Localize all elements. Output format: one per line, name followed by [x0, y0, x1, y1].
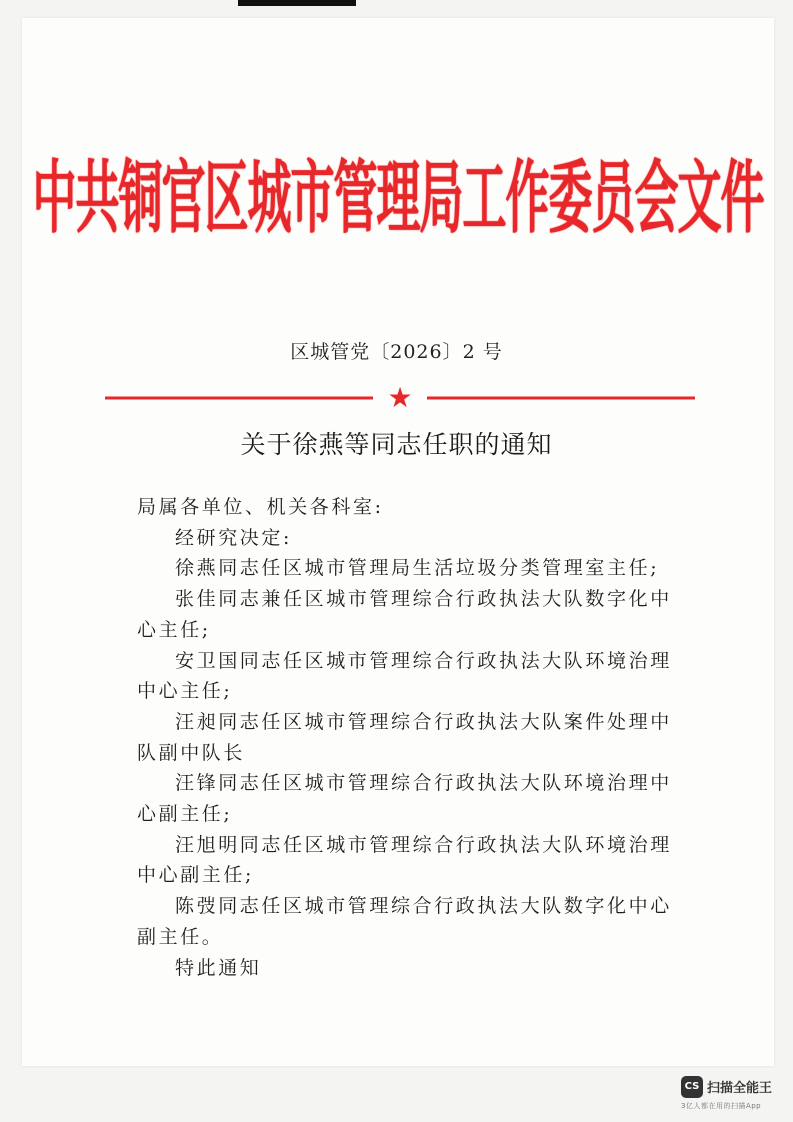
paragraph: 安卫国同志任区城市管理综合行政执法大队环境治理中心主任;	[137, 649, 672, 703]
star-icon: ★	[387, 381, 413, 414]
document-number: 区城管党〔2026〕2 号	[290, 341, 503, 363]
closing: 特此通知	[175, 956, 262, 979]
scan-edge-mark	[238, 0, 356, 6]
cs-logo-icon: CS	[681, 1076, 703, 1098]
masthead-title: 中共铜官区城市管理局工作委员会文件	[32, 153, 764, 245]
divider-line-left	[105, 397, 373, 400]
red-divider	[105, 381, 695, 414]
paragraph: 汪旭明同志任区城市管理综合行政执法大队环境治理中心副主任;	[137, 833, 672, 887]
paragraph: 经研究决定:	[175, 526, 293, 549]
divider-line-right	[427, 397, 695, 400]
notice-title: 关于徐燕等同志任职的通知	[240, 430, 553, 459]
watermark-slogan: 3亿人都在用的扫描App	[681, 1102, 762, 1110]
paragraph: 陈弢同志任区城市管理综合行政执法大队数字化中心副主任。	[137, 895, 672, 948]
paragraph: 汪昶同志任区城市管理综合行政执法大队案件处理中队副中队长	[137, 710, 672, 764]
watermark-app-name: 扫描全能王	[707, 1081, 773, 1096]
scanner-watermark	[675, 1072, 793, 1116]
salutation: 局属各单位、机关各科室:	[137, 496, 384, 518]
paragraph: 徐燕同志任区城市管理局生活垃圾分类管理室主任;	[175, 557, 660, 580]
paragraph: 汪锋同志任区城市管理综合行政执法大队环境治理中心副主任;	[137, 772, 672, 826]
red-masthead	[32, 136, 764, 246]
notice-body	[137, 492, 672, 983]
paragraph: 张佳同志兼任区城市管理综合行政执法大队数字化中心主任;	[137, 588, 672, 641]
